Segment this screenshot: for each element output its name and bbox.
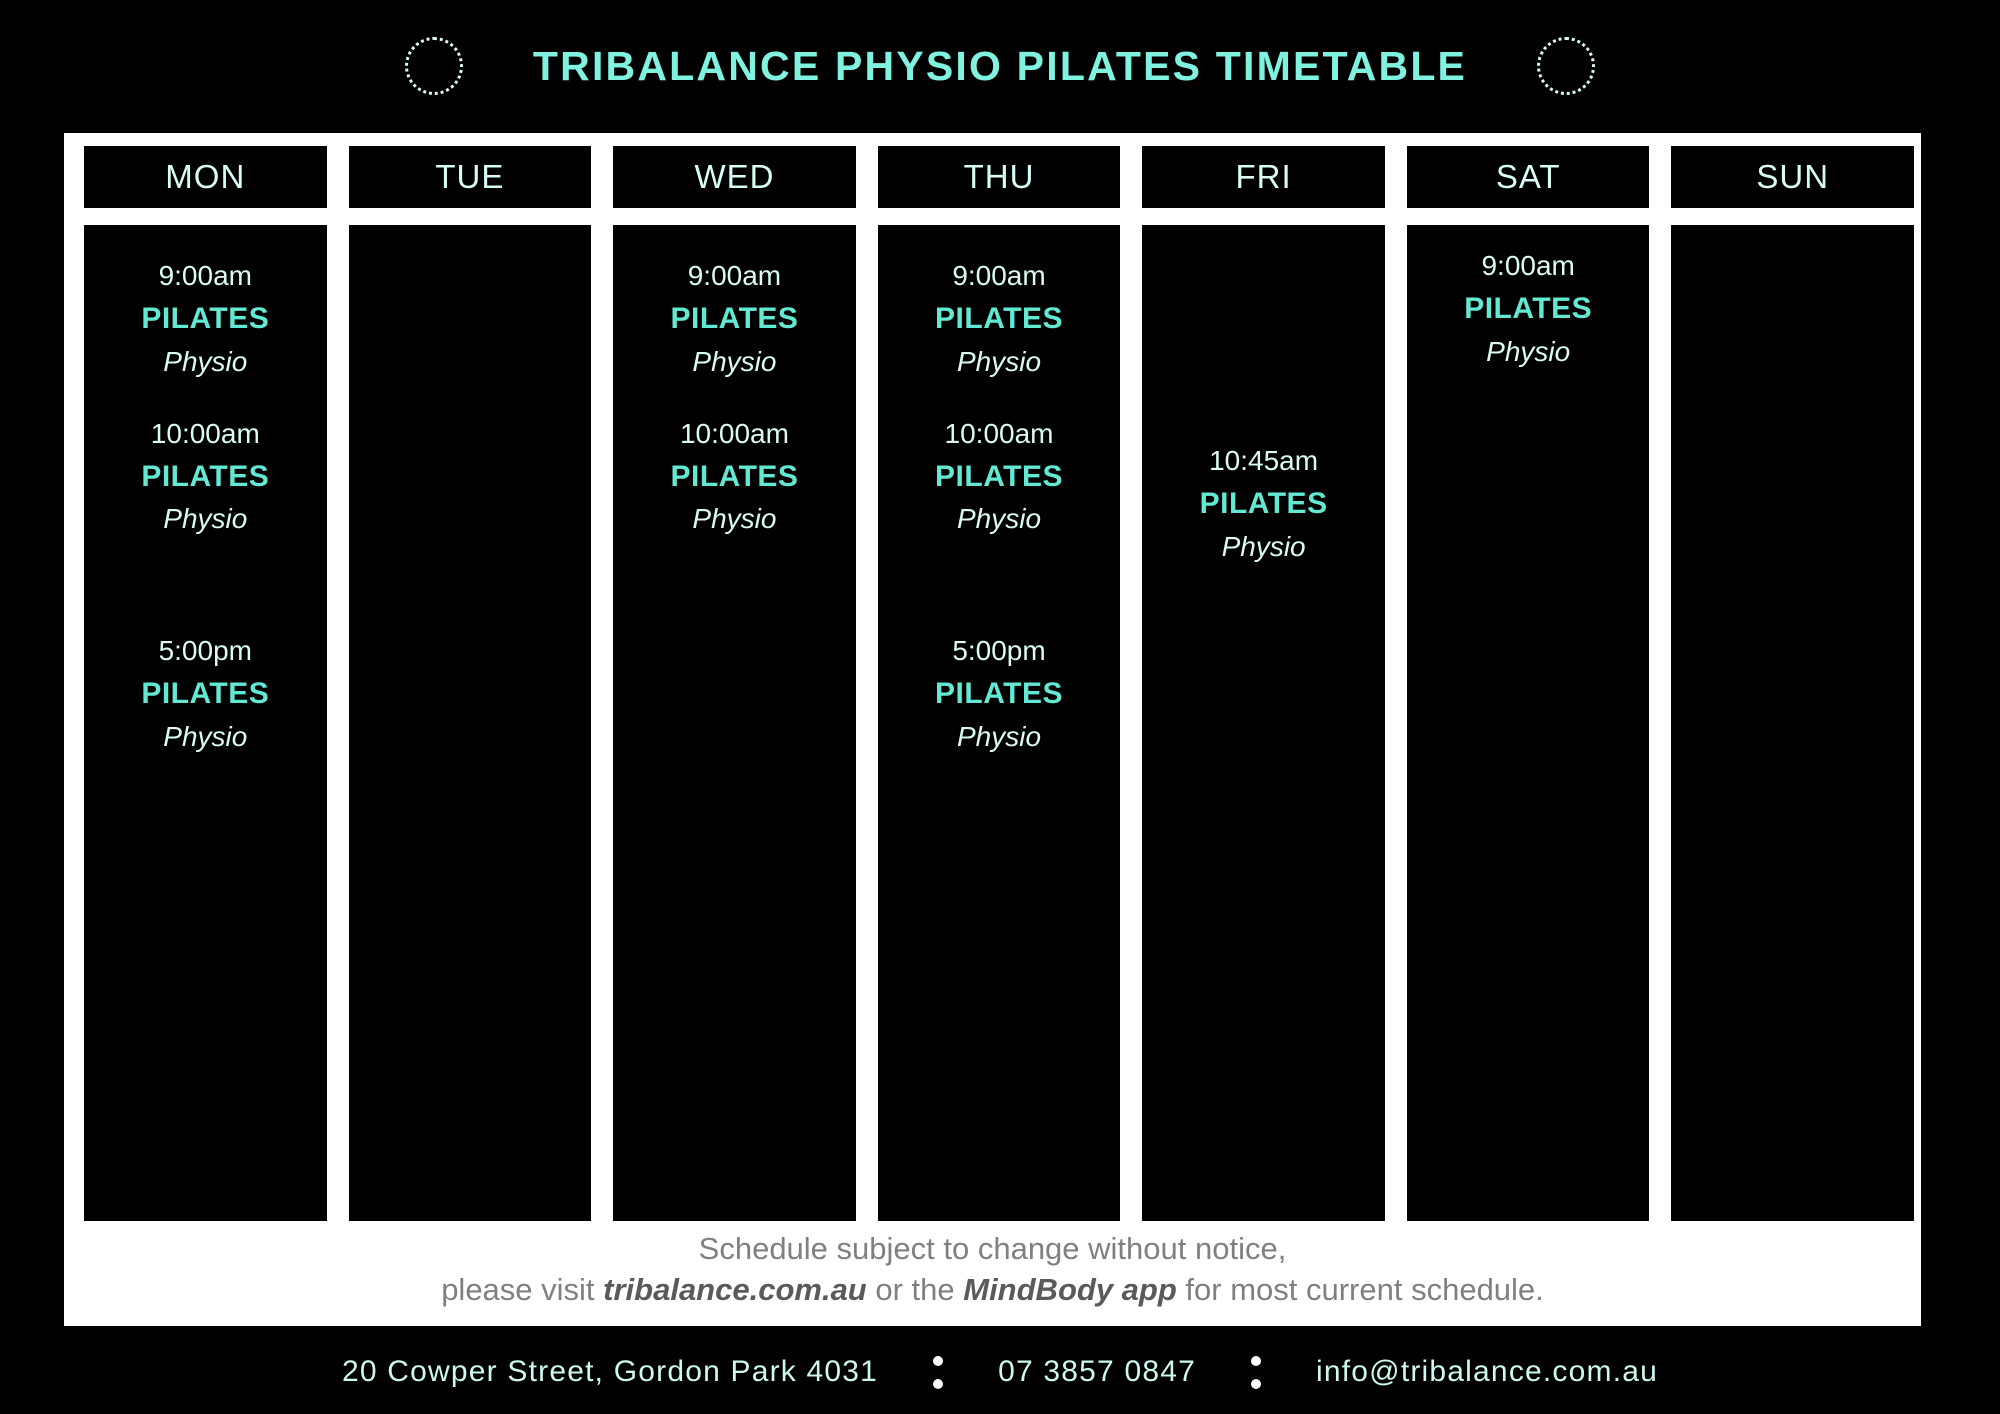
day-header-mon: MON bbox=[84, 146, 327, 208]
class-time: 9:00am bbox=[952, 260, 1046, 291]
class-slot[interactable] bbox=[1142, 440, 1385, 568]
day-column-tue bbox=[349, 146, 592, 1221]
class-slot[interactable] bbox=[84, 630, 327, 758]
schedule-note bbox=[64, 1229, 1921, 1310]
class-slot[interactable] bbox=[84, 413, 327, 541]
day-body-fri bbox=[1142, 225, 1385, 1221]
day-body-wed bbox=[613, 225, 856, 1221]
day-column-sat bbox=[1407, 146, 1650, 1221]
class-slot[interactable] bbox=[1407, 245, 1650, 373]
class-slot[interactable] bbox=[878, 255, 1121, 383]
note-app: MindBody app bbox=[963, 1271, 1177, 1307]
dotted-circle-icon bbox=[1537, 37, 1595, 95]
class-type: Physio bbox=[163, 720, 248, 752]
class-slot[interactable] bbox=[613, 413, 856, 541]
note-prefix: please visit bbox=[441, 1271, 604, 1307]
class-slot[interactable] bbox=[84, 255, 327, 383]
class-type: Physio bbox=[163, 345, 248, 377]
class-type: Physio bbox=[692, 503, 777, 534]
class-name: PILATES bbox=[670, 302, 799, 335]
contact-bar bbox=[0, 1330, 2000, 1414]
day-header-tue: TUE bbox=[349, 146, 592, 208]
note-suffix: for most current schedule. bbox=[1176, 1271, 1544, 1307]
class-name: PILATES bbox=[670, 459, 799, 493]
dot-separator-icon bbox=[878, 1356, 998, 1389]
schedule-note-line2 bbox=[64, 1270, 1921, 1310]
class-time: 9:00am bbox=[687, 260, 782, 291]
class-time: 5:00pm bbox=[952, 635, 1046, 666]
contact-phone[interactable]: 07 3857 0847 bbox=[998, 1355, 1196, 1388]
class-name: PILATES bbox=[141, 302, 270, 335]
note-middle: or the bbox=[866, 1271, 964, 1307]
day-header-sat: SAT bbox=[1407, 146, 1650, 208]
day-column-sun bbox=[1671, 146, 1914, 1221]
class-time: 9:00am bbox=[1481, 250, 1575, 281]
day-body-sun bbox=[1671, 225, 1914, 1221]
class-time: 10:00am bbox=[944, 417, 1054, 449]
day-header-wed: WED bbox=[613, 146, 856, 208]
class-time: 5:00pm bbox=[158, 635, 252, 666]
day-header-fri: FRI bbox=[1142, 146, 1385, 208]
class-name: PILATES bbox=[1199, 487, 1328, 520]
day-header-thu: THU bbox=[878, 146, 1121, 208]
class-type: Physio bbox=[957, 345, 1042, 377]
class-name: PILATES bbox=[935, 302, 1063, 335]
class-type: Physio bbox=[1221, 530, 1306, 562]
class-time: 9:00am bbox=[158, 260, 252, 291]
day-column-thu bbox=[878, 146, 1121, 1221]
page-title: TRIBALANCE PHYSIO PILATES TIMETABLE bbox=[532, 42, 1468, 89]
contact-email[interactable]: info@tribalance.com.au bbox=[1316, 1355, 1659, 1388]
class-name: PILATES bbox=[935, 459, 1063, 493]
dot-separator-icon bbox=[1196, 1356, 1316, 1389]
page-header bbox=[0, 0, 2000, 132]
class-name: PILATES bbox=[1464, 292, 1593, 325]
class-slot[interactable] bbox=[613, 255, 856, 383]
timetable-grid bbox=[84, 146, 1914, 1221]
day-body-tue bbox=[349, 225, 592, 1221]
note-website: tribalance.com.au bbox=[603, 1271, 867, 1307]
class-slot[interactable] bbox=[878, 413, 1121, 541]
day-header-sun: SUN bbox=[1671, 146, 1914, 208]
dotted-circle-icon bbox=[405, 37, 463, 95]
timetable-board-inner bbox=[64, 133, 1921, 1326]
class-type: Physio bbox=[163, 503, 248, 534]
class-time: 10:00am bbox=[150, 417, 260, 449]
day-body-mon bbox=[84, 225, 327, 1221]
timetable-board bbox=[64, 133, 1921, 1326]
class-time: 10:45am bbox=[1209, 445, 1319, 476]
day-body-sat bbox=[1407, 225, 1650, 1221]
schedule-note-line1: Schedule subject to change without notice, bbox=[698, 1231, 1287, 1267]
class-type: Physio bbox=[957, 720, 1042, 752]
class-name: PILATES bbox=[935, 677, 1063, 710]
class-name: PILATES bbox=[141, 459, 270, 493]
class-time: 10:00am bbox=[679, 417, 789, 449]
class-name: PILATES bbox=[141, 677, 270, 710]
class-type: Physio bbox=[692, 345, 777, 377]
class-type: Physio bbox=[957, 503, 1042, 534]
day-column-mon bbox=[84, 146, 327, 1221]
class-type: Physio bbox=[1486, 335, 1571, 367]
day-column-wed bbox=[613, 146, 856, 1221]
day-body-thu bbox=[878, 225, 1121, 1221]
class-slot[interactable] bbox=[878, 630, 1121, 758]
contact-address: 20 Cowper Street, Gordon Park 4031 bbox=[341, 1355, 879, 1388]
day-column-fri bbox=[1142, 146, 1385, 1221]
